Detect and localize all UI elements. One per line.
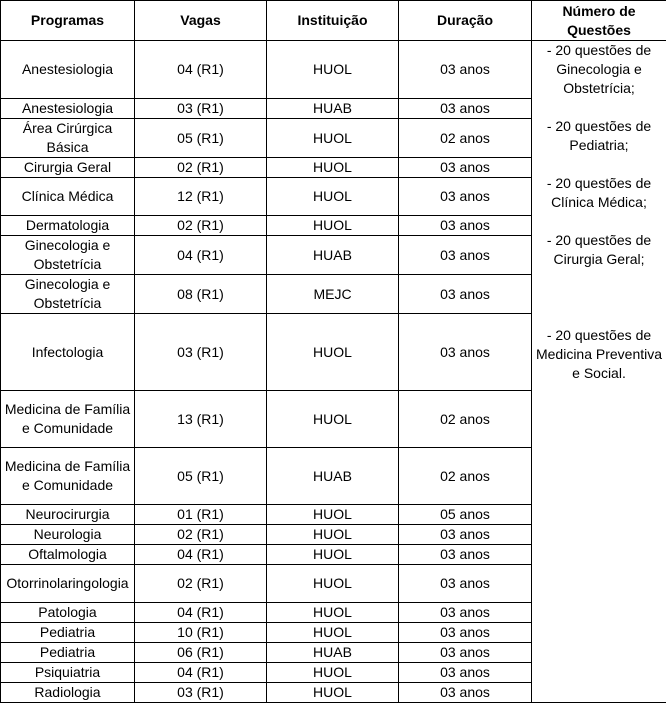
cell-vagas: 06 (R1) [135, 643, 267, 663]
cell-instituicao: HUOL [267, 565, 399, 603]
cell-programa: Neurologia [1, 525, 135, 545]
questoes-item: - 20 questões de Medicina Preventiva e Social. [534, 326, 664, 383]
cell-vagas: 05 (R1) [135, 119, 267, 158]
cell-duracao: 03 anos [399, 158, 532, 178]
cell-vagas: 12 (R1) [135, 178, 267, 216]
cell-duracao: 02 anos [399, 448, 532, 505]
cell-programa: Área Cirúrgica Básica [1, 119, 135, 158]
cell-vagas: 02 (R1) [135, 525, 267, 545]
cell-duracao: 05 anos [399, 505, 532, 525]
cell-programa: Cirurgia Geral [1, 158, 135, 178]
cell-instituicao: HUOL [267, 683, 399, 703]
cell-duracao: 03 anos [399, 525, 532, 545]
questoes-spacer [534, 155, 664, 174]
cell-programa: Ginecologia e Obstetrícia [1, 275, 135, 314]
cell-programa: Medicina de Família e Comunidade [1, 391, 135, 448]
cell-duracao: 03 anos [399, 236, 532, 275]
cell-vagas: 10 (R1) [135, 623, 267, 643]
cell-programa: Ginecologia e Obstetrícia [1, 236, 135, 275]
cell-programa: Pediatria [1, 623, 135, 643]
cell-programa: Infectologia [1, 314, 135, 391]
cell-vagas: 05 (R1) [135, 448, 267, 505]
cell-vagas: 04 (R1) [135, 41, 267, 99]
cell-vagas: 13 (R1) [135, 391, 267, 448]
questoes-item: - 20 questões de Clínica Médica; [534, 174, 664, 212]
cell-instituicao: HUOL [267, 314, 399, 391]
questoes-item: - 20 questões de Cirurgia Geral; [534, 231, 664, 269]
cell-duracao: 03 anos [399, 41, 532, 99]
cell-duracao: 02 anos [399, 391, 532, 448]
cell-programa: Dermatologia [1, 216, 135, 236]
cell-programa: Otorrinolaringologia [1, 565, 135, 603]
cell-vagas: 03 (R1) [135, 314, 267, 391]
cell-programa: Patologia [1, 603, 135, 623]
cell-programa: Anestesiologia [1, 99, 135, 119]
cell-instituicao: HUAB [267, 236, 399, 275]
header-programas: Programas [1, 1, 135, 41]
cell-programa: Oftalmologia [1, 545, 135, 565]
cell-programa: Anestesiologia [1, 41, 135, 99]
cell-vagas: 02 (R1) [135, 216, 267, 236]
cell-duracao: 03 anos [399, 216, 532, 236]
questoes-spacer [534, 212, 664, 231]
cell-vagas: 02 (R1) [135, 158, 267, 178]
header-instituicao: Instituição [267, 1, 399, 41]
questoes-item: - 20 questões de Ginecologia e Obstetrícia; [534, 41, 664, 98]
cell-vagas: 03 (R1) [135, 683, 267, 703]
cell-duracao: 02 anos [399, 119, 532, 158]
header-numero-questoes: Número de Questões [532, 1, 666, 41]
cell-vagas: 02 (R1) [135, 565, 267, 603]
cell-instituicao: HUOL [267, 41, 399, 99]
questoes-spacer [534, 288, 664, 307]
cell-duracao: 03 anos [399, 663, 532, 683]
cell-instituicao: MEJC [267, 275, 399, 314]
cell-instituicao: HUOL [267, 216, 399, 236]
cell-duracao: 03 anos [399, 275, 532, 314]
questoes-spacer [534, 269, 664, 288]
cell-instituicao: HUOL [267, 623, 399, 643]
cell-instituicao: HUAB [267, 643, 399, 663]
cell-programa: Radiologia [1, 683, 135, 703]
cell-duracao: 03 anos [399, 643, 532, 663]
cell-vagas: 03 (R1) [135, 99, 267, 119]
cell-instituicao: HUOL [267, 391, 399, 448]
cell-vagas: 04 (R1) [135, 236, 267, 275]
cell-duracao: 03 anos [399, 99, 532, 119]
questoes-cell [532, 41, 666, 703]
header-duracao: Duração [399, 1, 532, 41]
questoes-item: - 20 questões de Pediatria; [534, 117, 664, 155]
cell-programa: Clínica Médica [1, 178, 135, 216]
cell-vagas: 08 (R1) [135, 275, 267, 314]
header-vagas: Vagas [135, 1, 267, 41]
cell-vagas: 04 (R1) [135, 663, 267, 683]
cell-programa: Psiquiatria [1, 663, 135, 683]
cell-instituicao: HUOL [267, 525, 399, 545]
cell-duracao: 03 anos [399, 545, 532, 565]
cell-vagas: 01 (R1) [135, 505, 267, 525]
cell-instituicao: HUOL [267, 505, 399, 525]
cell-programa: Pediatria [1, 643, 135, 663]
questoes-spacer [534, 307, 664, 326]
cell-instituicao: HUOL [267, 178, 399, 216]
cell-instituicao: HUOL [267, 603, 399, 623]
cell-duracao: 03 anos [399, 314, 532, 391]
questoes-spacer [534, 98, 664, 117]
cell-instituicao: HUOL [267, 119, 399, 158]
cell-programa: Medicina de Família e Comunidade [1, 448, 135, 505]
cell-instituicao: HUOL [267, 158, 399, 178]
cell-duracao: 03 anos [399, 603, 532, 623]
cell-duracao: 03 anos [399, 565, 532, 603]
cell-vagas: 04 (R1) [135, 603, 267, 623]
cell-programa: Neurocirurgia [1, 505, 135, 525]
header-row [1, 1, 666, 41]
cell-vagas: 04 (R1) [135, 545, 267, 565]
cell-instituicao: HUOL [267, 545, 399, 565]
cell-duracao: 03 anos [399, 178, 532, 216]
cell-instituicao: HUAB [267, 99, 399, 119]
table-row [1, 41, 666, 99]
cell-duracao: 03 anos [399, 623, 532, 643]
cell-duracao: 03 anos [399, 683, 532, 703]
cell-instituicao: HUOL [267, 663, 399, 683]
cell-instituicao: HUAB [267, 448, 399, 505]
